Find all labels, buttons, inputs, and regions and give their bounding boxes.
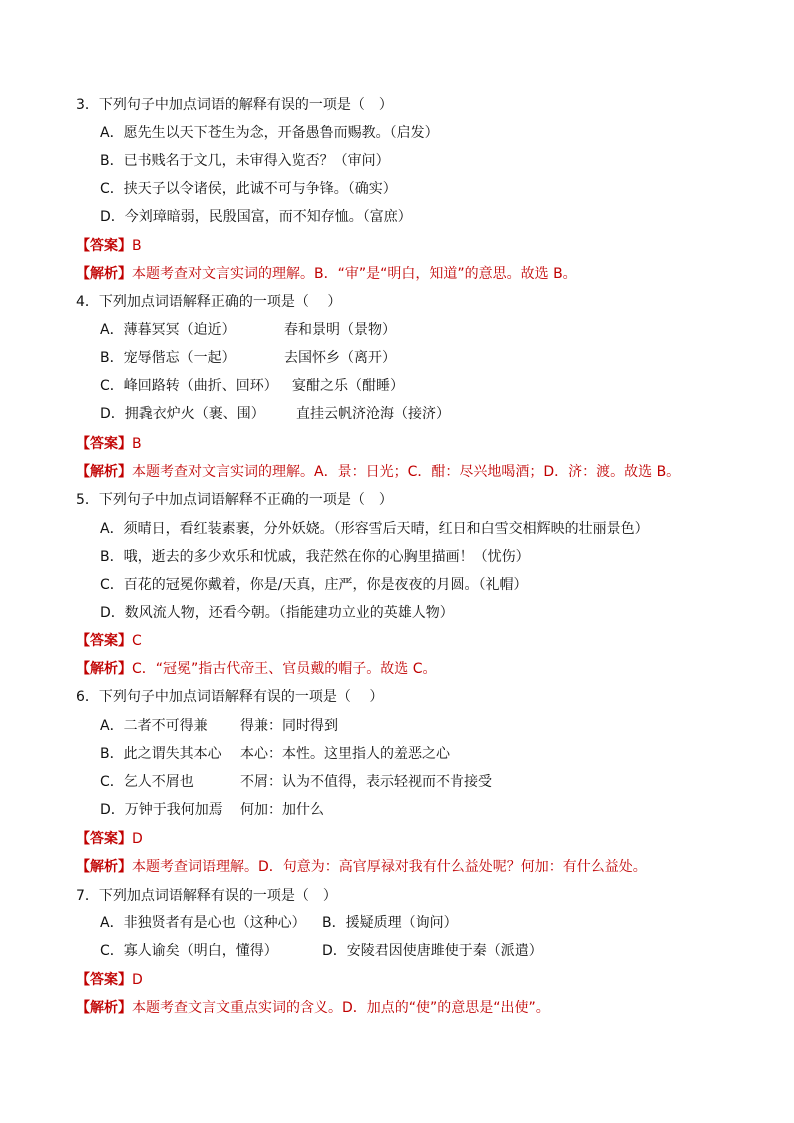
answer-value: C (132, 633, 142, 649)
option-left: A．二者不可得兼 (100, 718, 208, 734)
option-right: 直挂云帆济沧海（接济） (296, 406, 450, 422)
analysis-text: 本题考查对文言实词的理解。A．景：日光；C．酣：尽兴地喝酒；D．济：渡。故选 B。 (132, 464, 681, 480)
option-right: 春和景明（景物） (284, 322, 396, 338)
analysis-tag: 【解析】 (76, 1000, 132, 1016)
question-6-answer (76, 829, 143, 849)
option-right: 去国怀乡（离开） (284, 350, 396, 366)
analysis-tag: 【解析】 (76, 859, 132, 875)
question-5-option-a: A．须晴日，看红装素裹，分外妖娆。（形容雪后天晴，红日和白雪交相辉映的壮丽景色） (100, 521, 649, 537)
analysis-text: C．“冠冕”指古代帝王、官员戴的帽子。故选 C。 (132, 661, 437, 677)
question-3-stem: 3．下列句子中加点词语的解释有误的一项是（ ） (76, 97, 393, 113)
answer-value: D (132, 972, 143, 988)
option-right: 不屑：认为不值得，表示轻视而不肯接受 (240, 774, 492, 790)
analysis-tag: 【解析】 (76, 266, 132, 282)
option-left: B．宠辱偕忘（一起） (100, 350, 236, 366)
option-left: B．此之谓失其本心 (100, 746, 222, 762)
question-6-option-c (100, 772, 492, 792)
question-3-option-d: D．今刘璋暗弱，民殷国富，而不知存恤。（富庶） (100, 209, 412, 225)
question-4-analysis (76, 462, 680, 482)
answer-tag: 【答案】 (76, 633, 132, 649)
analysis-tag: 【解析】 (76, 464, 132, 480)
question-4-answer (76, 434, 142, 454)
question-6-stem: 6．下列句子中加点词语解释有误的一项是（ ） (76, 689, 384, 705)
option-right: 得兼：同时得到 (240, 718, 338, 734)
option-left: C．峰回路转（曲折、回环） (100, 378, 278, 394)
question-5-option-d: D．数风流人物，还看今朝。（指能建功立业的英雄人物） (100, 605, 454, 621)
analysis-tag: 【解析】 (76, 661, 132, 677)
answer-tag: 【答案】 (76, 972, 132, 988)
question-6-option-d (100, 800, 324, 820)
question-4-option-c (100, 376, 404, 396)
question-3-option-b: B．已书贱名于文几，未审得入览否？（审问） (100, 153, 390, 169)
question-7-options-row-2 (100, 941, 543, 961)
option-d: D．安陵君因使唐雎使于秦（派遣） (322, 943, 543, 959)
option-left: A．薄暮冥冥（迫近） (100, 322, 236, 338)
question-3-answer (76, 236, 142, 256)
option-right: 本心：本性。这里指人的羞恶之心 (240, 746, 450, 762)
answer-tag: 【答案】 (76, 238, 132, 254)
option-left: C．乞人不屑也 (100, 774, 194, 790)
answer-tag: 【答案】 (76, 436, 132, 452)
question-7-options-row-1 (100, 913, 458, 933)
answer-value: B (132, 436, 142, 452)
question-3-analysis (76, 264, 577, 284)
question-5-analysis (76, 659, 437, 679)
question-3-option-c: C．挟天子以令诸侯，此诚不可与争锋。（确实） (100, 181, 397, 197)
answer-tag: 【答案】 (76, 831, 132, 847)
question-4-option-d (100, 404, 450, 424)
question-6-analysis (76, 857, 647, 877)
option-left: D．拥毳衣炉火（裹、围） (100, 406, 265, 422)
analysis-text: 本题考查文言文重点实词的含义。D．加点的“使”的意思是“出使”。 (132, 1000, 550, 1016)
question-4-option-b (100, 348, 396, 368)
option-right: 宴酣之乐（酣睡） (292, 378, 404, 394)
option-left: D．万钟于我何加焉 (100, 802, 223, 818)
option-a: A．非独贤者有是心也（这种心） (100, 915, 306, 931)
question-4-option-a (100, 320, 396, 340)
question-5-answer (76, 631, 142, 651)
answer-value: B (132, 238, 142, 254)
analysis-text: 本题考查词语理解。D．句意为：高官厚禄对我有什么益处呢？何加：有什么益处。 (132, 859, 647, 875)
answer-value: D (132, 831, 143, 847)
option-c: C．寡人谕矣（明白，懂得） (100, 943, 278, 959)
question-3-option-a: A．愿先生以天下苍生为念，开备愚鲁而赐教。（启发） (100, 125, 439, 141)
question-6-option-a (100, 716, 338, 736)
question-5-option-b: B．哦，逝去的多少欢乐和忧戚，我茫然在你的心胸里描画！（忧伤） (100, 549, 530, 565)
option-right: 何加：加什么 (240, 802, 324, 818)
question-7-stem: 7．下列加点词语解释有误的一项是（ ） (76, 888, 337, 904)
question-6-option-b (100, 744, 450, 764)
question-7-answer (76, 970, 143, 990)
analysis-text: 本题考查对文言实词的理解。B．“审”是“明白，知道”的意思。故选 B。 (132, 266, 577, 282)
question-5-option-c: C．百花的冠冕你戴着，你是/天真，庄严，你是夜夜的月圆。（礼帽） (100, 577, 528, 593)
question-5-stem: 5．下列句子中加点词语解释不正确的一项是（ ） (76, 492, 393, 508)
option-b: B．援疑质理（询问） (322, 915, 458, 931)
question-7-analysis (76, 998, 550, 1018)
question-4-stem: 4．下列加点词语解释正确的一项是（ ） (76, 294, 342, 310)
